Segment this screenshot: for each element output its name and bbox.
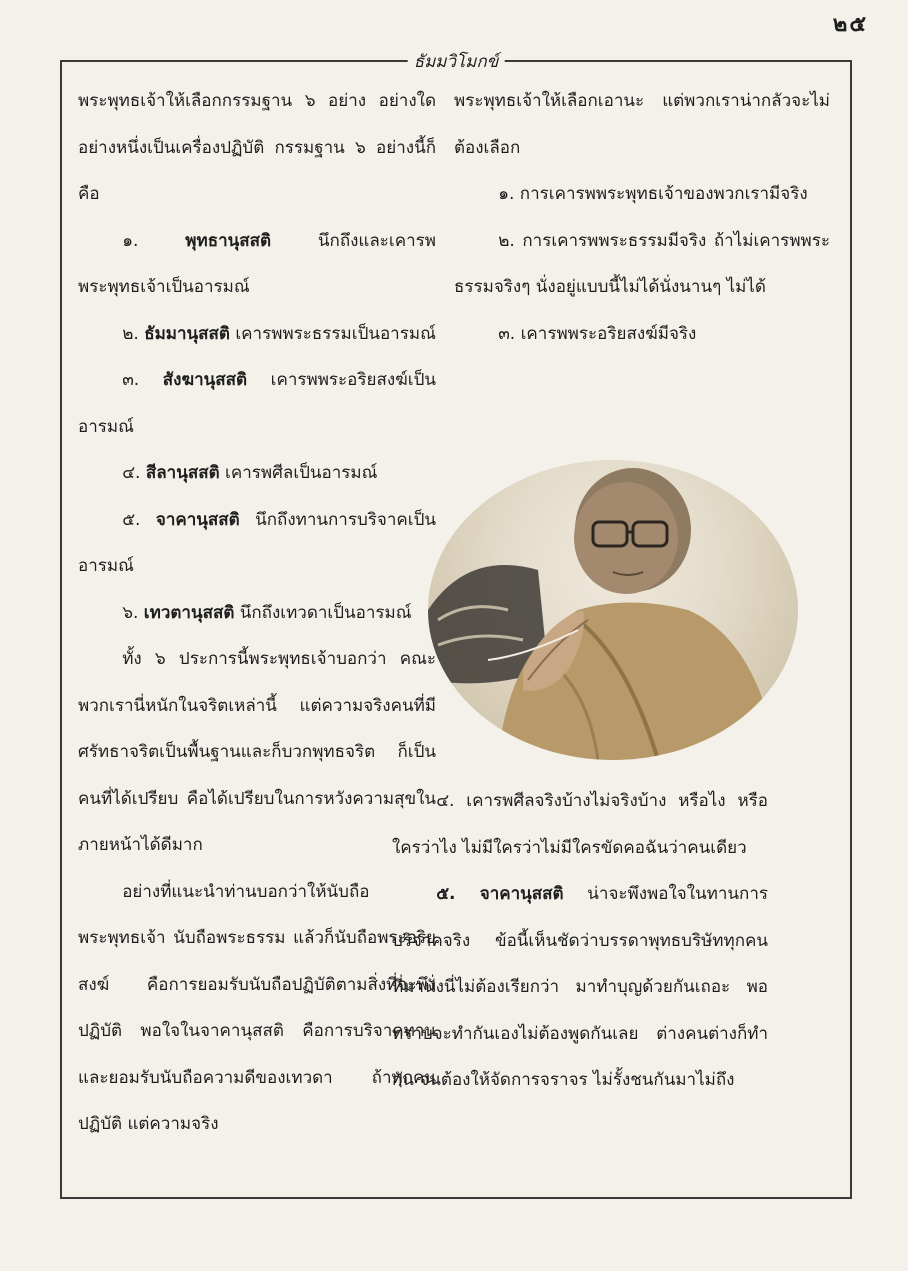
right-paragraph-4: ๓. เคารพพระอริยสงฆ์มีจริง — [498, 323, 697, 344]
left-paragraph-2: ทั้ง ๖ ประการนี้พระพุทธเจ้าบอกว่า คณะพวกเรานี่หนักในจริตเหล่านี้ แต่ความจริงคนที่มีศรัทธาจริตเป็นพื้นฐานและก็บวกพุทธจริต ก็เป็นคนที่ได้เปรียบ คือได้เปรียบในการหวังความสุขในภายหน้าได้ดีมาก — [78, 649, 436, 855]
right-paragraph-3: ๒. การเคารพพระธรรมมีจริง ถ้าไม่เคารพพระธรรมจริงๆ นั่งอยู่แบบนี้ไม่ได้นั่งนานๆ ไม่ได้ — [454, 230, 830, 297]
right-paragraph-2: ๑. การเคารพพระพุทธเจ้าของพวกเรามีจริง — [498, 184, 808, 204]
right-column — [454, 78, 830, 357]
list-item: ๒. ธัมมานุสสติ เคารพพระธรรมเป็นอารมณ์ — [122, 323, 436, 344]
monk-portrait-photo — [428, 460, 798, 760]
left-column — [78, 78, 436, 1148]
right-lower-text — [392, 778, 768, 1104]
left-paragraph-1: พระพุทธเจ้าให้เลือกกรรมฐาน ๖ อย่าง อย่างใดอย่างหนึ่งเป็นเครื่องปฏิบัติ กรรมฐาน ๖ อย่างนี้ก็คือ — [78, 91, 436, 204]
left-paragraph-3: อย่างที่แนะนำท่านบอกว่าให้นับถือพระพุทธเจ้า นับถือพระธรรม แล้วก็นับถือพระอริยสงฆ์ คือการยอมรับนับถือปฏิบัติตามสิ่งที่จะพึงปฏิบัติ พอใจในจาคานุสสติ คือการบริจาคทาน และยอมรับนับถือความดีของเทวดา ถ้าทุกคนปฏิบัติ แต่ความจริง — [78, 881, 436, 1134]
page-number: ๒๕ — [832, 12, 868, 37]
list-item: ๔. สีลานุสสติ เคารพศีลเป็นอารมณ์ — [122, 463, 378, 483]
list-item: ๕. จาคานุสสติ นึกถึงทานการบริจาคเป็นอารมณ์ — [78, 509, 436, 576]
list-item: ๑. พุทธานุสสติ นึกถึงและเคารพพระพุทธเจ้าเป็นอารมณ์ — [78, 230, 437, 297]
monk-portrait-illustration — [428, 460, 798, 760]
list-item: ๓. สังฆานุสสติ เคารพพระอริยสงฆ์เป็นอารมณ์ — [78, 370, 436, 437]
running-title: ธัมมวิโมกข์ — [408, 48, 505, 75]
right-paragraph-6: ๕. จาคานุสสติ น่าจะพึงพอใจในทานการบริจาคจริง ข้อนี้เห็นชัดว่าบรรดาพุทธบริษัททุกคนที่มานั่งนี่ไม่ต้องเรียกว่า มาทำบุญด้วยกันเถอะ พอทราบจะทำกันเองไม่ต้องพูดกันเลย ต่างคนต่างก็ทำกัน จนต้องให้จัดการจราจร ไม่รั้งชนกันมาไม่ถึง — [392, 884, 768, 1090]
right-paragraph-5: ๔. เคารพศีลจริงบ้างไม่จริงบ้าง หรือไง หรือใครว่าไง ไม่มีใครว่าไม่มีใครขัดคอฉันว่าคนเดียว — [392, 791, 768, 858]
right-paragraph-1: พระพุทธเจ้าให้เลือกเอานะ แต่พวกเราน่ากลัวจะไม่ต้องเลือก — [454, 91, 830, 158]
list-item: ๖. เทวตานุสสติ นึกถึงเทวดาเป็นอารมณ์ — [122, 602, 412, 623]
